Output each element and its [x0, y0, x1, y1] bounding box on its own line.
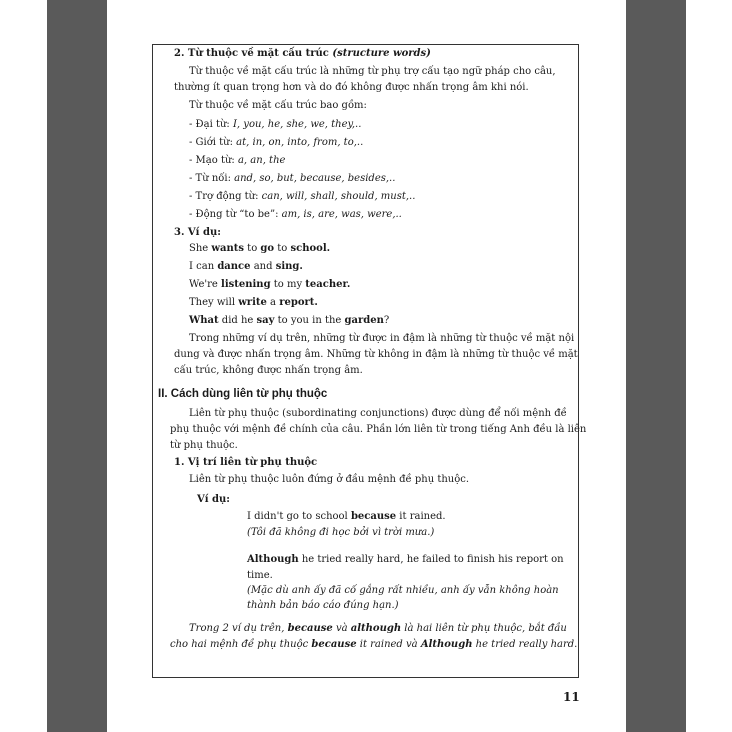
conclusion-line2: cho hai mệnh đề phụ thuộc because it rained và Although he tried really hard.	[170, 639, 578, 650]
list-item: - Trợ động từ: can, will, shall, should, must,..	[189, 191, 416, 202]
section3-para-line3: cấu trúc, không được nhấn trọng âm.	[174, 365, 363, 376]
part2-para-line2: phụ thuộc với mệnh đề chính của câu. Phần lớn liên từ trong tiếng Anh đều là liên	[170, 424, 587, 435]
part2-para-line3: từ phụ thuộc.	[170, 440, 238, 451]
section3-heading: 3. Ví dụ:	[174, 227, 221, 238]
example2-translation-line2: thành bản báo cáo đúng hạn.)	[247, 600, 399, 611]
example1-sentence: I didn't go to school because it rained.	[247, 511, 446, 522]
section3-para-line2: dung và được nhấn trọng âm. Những từ không in đậm là những từ thuộc về mặt	[174, 349, 578, 360]
part2-para-line1: Liên từ phụ thuộc (subordinating conjunctions) được dùng để nối mệnh đề	[189, 408, 567, 419]
left-dark-margin	[47, 0, 107, 732]
section2-para-line2: thường ít quan trọng hơn và do đó không được nhấn trọng âm khi nói.	[174, 82, 529, 93]
example1-translation: (Tôi đã không đi học bởi vì trời mưa.)	[247, 527, 435, 538]
example2-line1: Although he tried really hard, he failed to finish his report on	[247, 554, 564, 565]
sub1-text: Liên từ phụ thuộc luôn đứng ở đầu mệnh đề phụ thuộc.	[189, 474, 470, 485]
page-number: 11	[563, 690, 580, 704]
right-dark-margin	[626, 0, 686, 732]
list-item: - Đại từ: I, you, he, she, we, they,..	[189, 119, 362, 130]
list-item: - Từ nối: and, so, but, because, besides,..	[189, 173, 396, 184]
example2-translation-line1: (Mặc dù anh ấy đã cố gắng rất nhiều, anh ấy vẫn không hoàn	[247, 585, 559, 596]
section2-para-line1: Từ thuộc về mặt cấu trúc là những từ phụ trợ cấu tạo ngữ pháp cho câu,	[189, 66, 556, 77]
list-item: - Giới từ: at, in, on, into, from, to,..	[189, 137, 364, 148]
list-item: - Mạo từ: a, an, the	[189, 155, 286, 166]
part2-heading: II. Cách dùng liên từ phụ thuộc	[158, 388, 328, 400]
sub1-heading: 1. Vị trí liên từ phụ thuộc	[174, 457, 318, 468]
list-item: - Động từ “to be”: am, is, are, was, were,..	[189, 209, 402, 220]
example-sentence: I can dance and sing.	[189, 261, 303, 272]
section2-heading: 2. Từ thuộc về mặt cấu trúc (structure words)	[174, 48, 431, 59]
example-sentence: They will write a report.	[189, 297, 318, 308]
vidu-label: Ví dụ:	[197, 494, 230, 505]
example2-line2: time.	[247, 570, 273, 581]
section3-para-line1: Trong những ví dụ trên, những từ được in đậm là những từ thuộc về mặt nội	[189, 333, 575, 344]
example-sentence: We're listening to my teacher.	[189, 279, 351, 290]
example-sentence: She wants to go to school.	[189, 243, 331, 254]
example-sentence: What did he say to you in the garden?	[189, 315, 390, 326]
conclusion-line1: Trong 2 ví dụ trên, because và although là hai liên từ phụ thuộc, bắt đầu	[189, 623, 567, 634]
section2-intro: Từ thuộc về mặt cấu trúc bao gồm:	[189, 100, 367, 111]
